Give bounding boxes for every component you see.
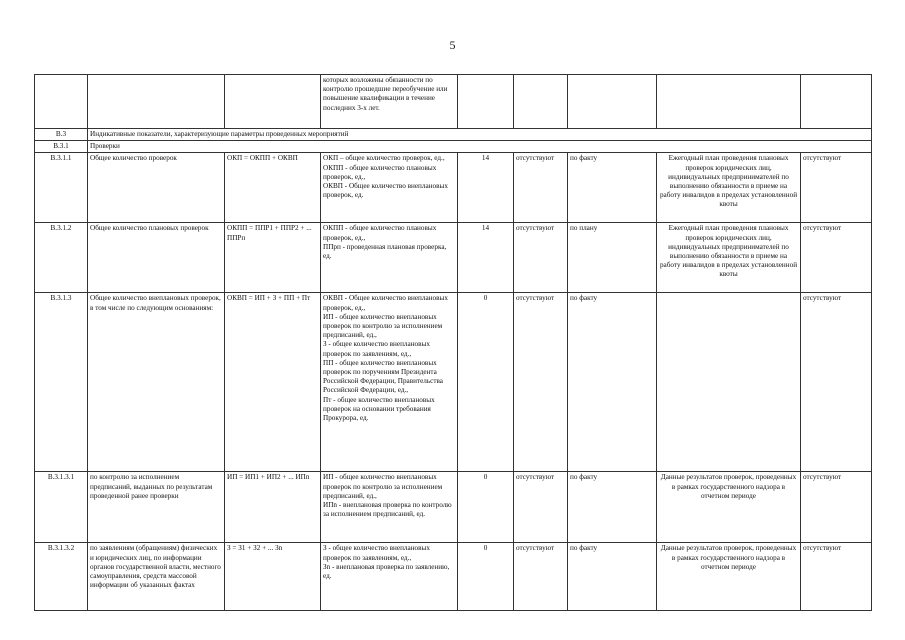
row-name: Общее количество проверок <box>88 153 225 223</box>
indicators-table <box>34 74 872 611</box>
row-target: отсутствуют <box>514 153 568 223</box>
subsection-title: Проверки <box>88 141 872 153</box>
row-name: Общее количество внеплановых проверок, в том числе по следующим основаниям: <box>88 293 225 472</box>
row-note: отсутствуют <box>801 153 872 223</box>
row-source: Данные результатов проверок, проведенных в рамках государственного надзора в отчетном периоде <box>657 543 801 611</box>
table-row <box>35 153 872 223</box>
row-source: Ежегодный план проведения плановых проверок юридических лиц, индивидуальных предпринимателей по выполнению обязанности в приеме на работу инвалидов в пределах установленной квоты <box>657 153 801 223</box>
row-legend: ОКПП - общее количество плановых проверок, ед., ППрп - проведенная плановая проверка, ед. <box>321 223 458 293</box>
row-formula: ОКВП = ИП + З + ПП + Пт <box>225 293 321 472</box>
table-row <box>35 223 872 293</box>
row-target: отсутствуют <box>514 472 568 543</box>
row-name: по контролю за исполнением предписаний, выданных по результатам проведенной ранее проверки <box>88 472 225 543</box>
row-source <box>657 293 801 472</box>
row-code: В.3.1.3.2 <box>35 543 88 611</box>
row-period: по факту <box>568 472 657 543</box>
continued-row <box>35 75 872 129</box>
page-number: 5 <box>449 38 456 52</box>
continued-cell: которых возложены обязанности по контролю прошедшие переобучение или повышение квалификации в течение последних 3-х лет. <box>321 75 458 129</box>
row-legend: ОКВП - Общее количество внеплановых проверок, ед., ИП - общее количество внеплановых проверок по контролю за исполнением предписаний, ед., З - общее количество внеплановых проверок по заявлениям, ед., ПП - общее количество внеплановых проверок по поручениям Президента Российской Федерации, Правительства Российской Федерации, ед., Пт - общее количество внеплановых проверок на основании требования Прокурора, ед. <box>321 293 458 472</box>
row-formula: ОКПП = ППР1 + ППР2 + ... ППРп <box>225 223 321 293</box>
row-code: В.3.1.1 <box>35 153 88 223</box>
row-formula: З = З1 + З2 + ... Зn <box>225 543 321 611</box>
row-note: отсутствуют <box>801 293 872 472</box>
row-legend: З - общее количество внеплановых проверок по заявлениям, ед., Зn - внеплановая проверка по заявлению, ед. <box>321 543 458 611</box>
row-period: по факту <box>568 153 657 223</box>
row-period: по плану <box>568 223 657 293</box>
row-name: по заявлениям (обращениям) физических и юридических лиц, по информации органов государственной власти, местного самоуправления, средств массовой информации об указанных фактах <box>88 543 225 611</box>
row-value: 0 <box>458 472 514 543</box>
row-formula: ОКП = ОКПП + ОКВП <box>225 153 321 223</box>
table-row <box>35 293 872 472</box>
subsection-row <box>35 141 872 153</box>
row-target: отсутствуют <box>514 223 568 293</box>
row-period: по факту <box>568 293 657 472</box>
section-row <box>35 129 872 141</box>
row-value: 0 <box>458 293 514 472</box>
row-target: отсутствуют <box>514 293 568 472</box>
row-period: по факту <box>568 543 657 611</box>
subsection-code: В.3.1 <box>35 141 88 153</box>
table-row <box>35 472 872 543</box>
table-row <box>35 543 872 611</box>
row-note: отсутствуют <box>801 223 872 293</box>
row-legend: ИП - общее количество внеплановых проверок по контролю за исполнением предписаний, ед., ИПn - внеплановая проверка по контролю за исполнением предписаний, ед. <box>321 472 458 543</box>
row-legend: ОКП – общее количество проверок, ед., ОКПП - общее количество плановых проверок, ед., ОКВП - Общее количество внеплановых проверок, ед. <box>321 153 458 223</box>
row-value: 14 <box>458 223 514 293</box>
row-name: Общее количество плановых проверок <box>88 223 225 293</box>
section-title: Индикативные показатели, характеризующие параметры проведенных мероприятий <box>88 129 872 141</box>
row-formula: ИП = ИП1 + ИП2 + ... ИПn <box>225 472 321 543</box>
section-code: В.3 <box>35 129 88 141</box>
row-note: отсутствуют <box>801 472 872 543</box>
row-note: отсутствуют <box>801 543 872 611</box>
row-value: 0 <box>458 543 514 611</box>
row-code: В.3.1.3.1 <box>35 472 88 543</box>
row-value: 14 <box>458 153 514 223</box>
row-source: Ежегодный план проведения плановых проверок юридических лиц, индивидуальных предпринимателей по выполнению обязанности в приеме на работу инвалидов в пределах установленной квоты <box>657 223 801 293</box>
row-code: В.3.1.3 <box>35 293 88 472</box>
row-code: В.3.1.2 <box>35 223 88 293</box>
row-target: отсутствуют <box>514 543 568 611</box>
row-source: Данные результатов проверок, проведенных в рамках государственного надзора в отчетном периоде <box>657 472 801 543</box>
